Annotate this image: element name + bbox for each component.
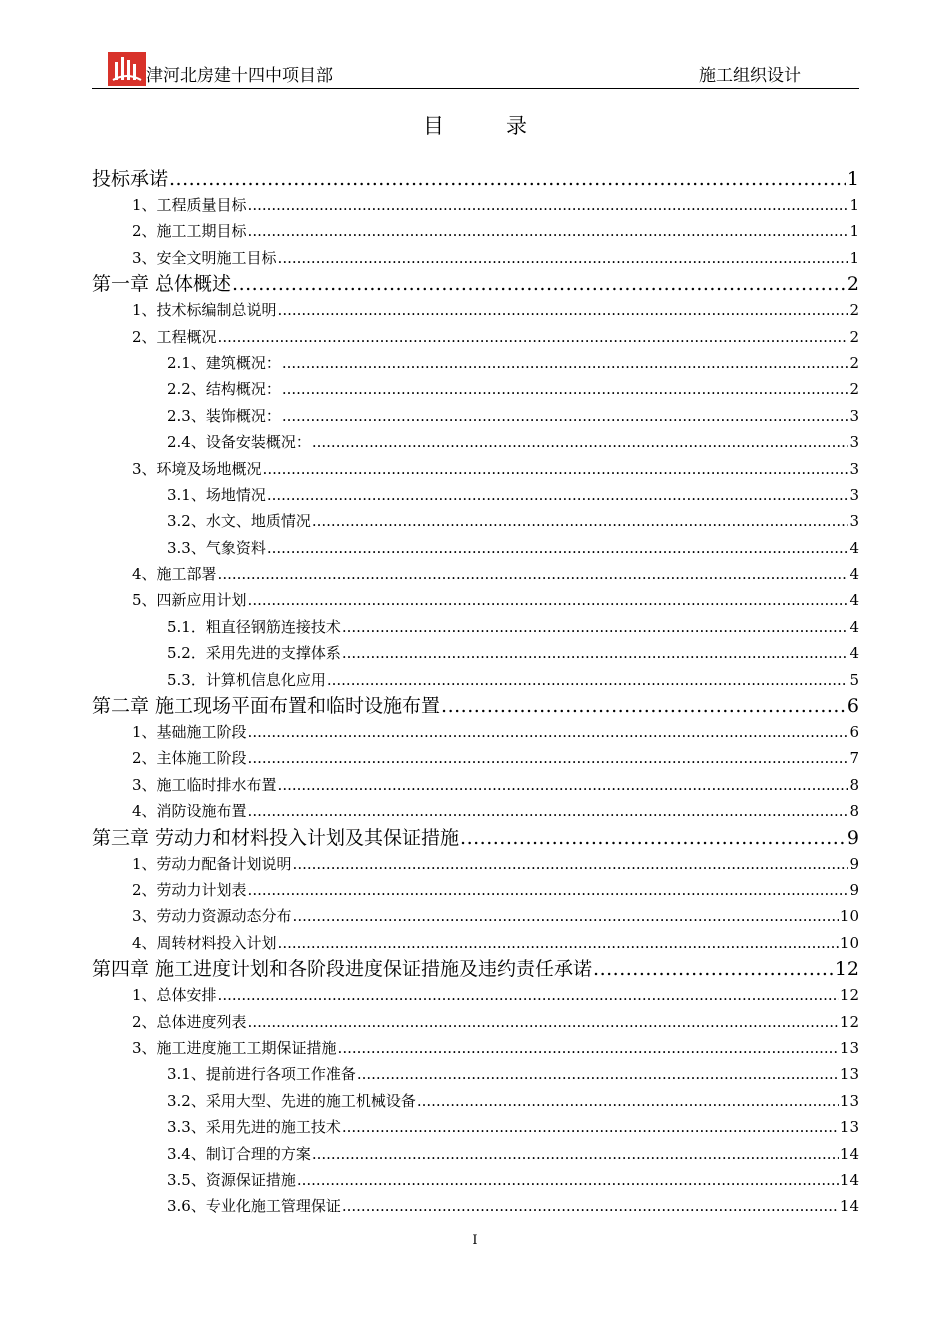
toc-section-entry[interactable] xyxy=(92,798,859,824)
toc-entry-label: 2、总体进度列表 xyxy=(132,1012,247,1031)
toc-entry-page-number: 4 xyxy=(849,617,859,636)
toc-chapter-entry[interactable] xyxy=(92,825,859,851)
toc-entry-page-number: 12 xyxy=(839,986,859,1005)
toc-subsection-entry[interactable] xyxy=(92,535,859,561)
toc-section-entry[interactable] xyxy=(92,324,859,350)
toc-entry-page-number: 10 xyxy=(839,907,859,926)
toc-subsection-entry[interactable] xyxy=(92,1167,859,1193)
toc-section-entry[interactable] xyxy=(92,456,859,482)
toc-entry-label: 5.3．计算机信息化应用 xyxy=(167,670,326,689)
toc-entry-page-number: 10 xyxy=(839,933,859,952)
toc-entry-label: 3.4、制订合理的方案 xyxy=(167,1144,311,1163)
toc-entry-page-number: 4 xyxy=(849,565,859,584)
toc-entry-page-number: 2 xyxy=(849,380,859,399)
toc-entry-label: 4、消防设施布置 xyxy=(132,802,247,821)
toc-subsection-entry[interactable] xyxy=(92,1114,859,1140)
toc-dot-leader xyxy=(267,482,849,508)
toc-entry-label: 3.1、场地情况 xyxy=(167,485,266,504)
toc-dot-leader xyxy=(297,1167,839,1193)
toc-subsection-entry[interactable] xyxy=(92,429,859,455)
toc-dot-leader xyxy=(342,1114,839,1140)
toc-entry-page-number: 7 xyxy=(849,749,859,768)
toc-entry-page-number: 3 xyxy=(849,406,859,425)
toc-entry-label: 3.6、专业化施工管理保证 xyxy=(167,1197,341,1216)
toc-section-entry[interactable] xyxy=(92,719,859,745)
toc-section-entry[interactable] xyxy=(92,297,859,323)
page-number: I xyxy=(472,1233,478,1248)
toc-dot-leader xyxy=(169,166,846,192)
toc-entry-label: 1、劳动力配备计划说明 xyxy=(132,854,292,873)
toc-entry-label: 3.5、资源保证措施 xyxy=(167,1170,296,1189)
toc-dot-leader xyxy=(342,1193,839,1219)
page-header xyxy=(92,50,859,90)
toc-entry-label: 1、总体安排 xyxy=(132,986,217,1005)
toc-entry-page-number: 13 xyxy=(839,1065,859,1084)
toc-dot-leader xyxy=(282,403,849,429)
toc-entry-label: 4、周转材料投入计划 xyxy=(132,933,277,952)
toc-entry-page-number: 14 xyxy=(839,1170,859,1189)
toc-dot-leader xyxy=(338,1035,839,1061)
toc-section-entry[interactable] xyxy=(92,218,859,244)
toc-dot-leader xyxy=(248,798,849,824)
toc-subsection-entry[interactable] xyxy=(92,482,859,508)
toc-entry-label: 2.3、装饰概况： xyxy=(167,406,281,425)
toc-entry-page-number: 6 xyxy=(849,723,859,742)
header-document-type: 施工组织设计 xyxy=(699,66,801,86)
toc-entry-label: 2、劳动力计划表 xyxy=(132,880,247,899)
toc-title: 目录 xyxy=(423,114,589,138)
toc-section-entry[interactable] xyxy=(92,587,859,613)
toc-entry-label: 3、安全文明施工目标 xyxy=(132,248,277,267)
toc-entry-page-number: 2 xyxy=(849,301,859,320)
toc-entry-page-number: 3 xyxy=(849,512,859,531)
toc-entry-page-number: 2 xyxy=(846,273,859,296)
toc-subsection-entry[interactable] xyxy=(92,1061,859,1087)
toc-section-entry[interactable] xyxy=(92,903,859,929)
toc-dot-leader xyxy=(248,587,849,613)
toc-entry-page-number: 4 xyxy=(849,538,859,557)
toc-entry-label: 3.3、采用先进的施工技术 xyxy=(167,1118,341,1137)
toc-entry-page-number: 9 xyxy=(849,854,859,873)
toc-dot-leader xyxy=(593,956,834,982)
toc-section-entry[interactable] xyxy=(92,772,859,798)
toc-entry-page-number: 13 xyxy=(839,1038,859,1057)
toc-subsection-entry[interactable] xyxy=(92,614,859,640)
toc-chapter-entry[interactable] xyxy=(92,693,859,719)
toc-dot-leader xyxy=(441,693,846,719)
toc-dot-leader xyxy=(248,719,849,745)
toc-entry-label: 第一章 总体概述 xyxy=(92,273,232,296)
toc-entry-page-number: 1 xyxy=(849,222,859,241)
toc-subsection-entry[interactable] xyxy=(92,1088,859,1114)
toc-dot-leader xyxy=(278,930,839,956)
toc-dot-leader xyxy=(278,772,849,798)
toc-entry-label: 第四章 施工进度计划和各阶段进度保证措施及违约责任承诺 xyxy=(92,958,593,981)
toc-dot-leader xyxy=(282,350,849,376)
toc-entry-page-number: 2 xyxy=(849,327,859,346)
toc-dot-leader xyxy=(312,1141,839,1167)
toc-entry-page-number: 12 xyxy=(834,958,859,981)
toc-dot-leader xyxy=(263,456,849,482)
toc-dot-leader xyxy=(342,640,849,666)
toc-entry-label: 2.1、建筑概况： xyxy=(167,353,281,372)
toc-entry-label: 第二章 施工现场平面布置和临时设施布置 xyxy=(92,695,441,718)
toc-dot-leader xyxy=(312,508,849,534)
toc-subsection-entry[interactable] xyxy=(92,1193,859,1219)
toc-dot-leader xyxy=(312,429,849,455)
toc-dot-leader xyxy=(293,851,849,877)
toc-entry-label: 5.1．粗直径钢筋连接技术 xyxy=(167,617,341,636)
toc-entry-label: 3、施工临时排水布置 xyxy=(132,775,277,794)
toc-subsection-entry[interactable] xyxy=(92,1141,859,1167)
toc-dot-leader xyxy=(293,903,839,929)
toc-entry-page-number: 13 xyxy=(839,1091,859,1110)
toc-dot-leader xyxy=(342,614,849,640)
toc-dot-leader xyxy=(232,271,846,297)
toc-entry-page-number: 4 xyxy=(849,644,859,663)
toc-dot-leader xyxy=(218,982,839,1008)
company-logo-icon xyxy=(108,52,146,86)
toc-entry-label: 3、环境及场地概况 xyxy=(132,459,262,478)
toc-subsection-entry[interactable] xyxy=(92,640,859,666)
toc-section-entry[interactable] xyxy=(92,561,859,587)
toc-entry-page-number: 3 xyxy=(849,459,859,478)
toc-subsection-entry[interactable] xyxy=(92,508,859,534)
toc-section-entry[interactable] xyxy=(92,930,859,956)
toc-section-entry[interactable] xyxy=(92,192,859,218)
toc-entry-page-number: 9 xyxy=(846,826,859,849)
toc-entry-label: 5、四新应用计划 xyxy=(132,591,247,610)
toc-entry-page-number: 5 xyxy=(849,670,859,689)
toc-entry-label: 1、基础施工阶段 xyxy=(132,723,247,742)
toc-entry-label: 2、工程概况 xyxy=(132,327,217,346)
toc-entry-page-number: 1 xyxy=(849,196,859,214)
toc-entry-label: 2、主体施工阶段 xyxy=(132,749,247,768)
toc-section-entry[interactable] xyxy=(92,1009,859,1035)
toc-entry-page-number: 2 xyxy=(849,353,859,372)
toc-entry-page-number: 8 xyxy=(849,802,859,821)
toc-subsection-entry[interactable] xyxy=(92,667,859,693)
toc-section-entry[interactable] xyxy=(92,745,859,771)
toc-entry-label: 3.3、气象资料 xyxy=(167,538,266,557)
toc-dot-leader xyxy=(357,1061,839,1087)
toc-entry-label: 1、技术标编制总说明 xyxy=(132,301,277,320)
toc-dot-leader xyxy=(248,1009,839,1035)
toc-subsection-entry[interactable] xyxy=(92,350,859,376)
toc-entry-page-number: 4 xyxy=(849,591,859,610)
toc-dot-leader xyxy=(327,667,849,693)
toc-entry-page-number: 6 xyxy=(846,695,859,718)
toc-entry-label: 3、施工进度施工工期保证措施 xyxy=(132,1038,337,1057)
toc-entry-label: 3、劳动力资源动态分布 xyxy=(132,907,292,926)
toc-entry-label: 2、施工工期目标 xyxy=(132,222,247,241)
toc-entry-page-number: 12 xyxy=(839,1012,859,1031)
toc-chapter-entry[interactable] xyxy=(92,271,859,297)
toc-dot-leader xyxy=(267,535,849,561)
header-project-name: 津河北房建十四中项目部 xyxy=(146,66,333,86)
toc-dot-leader xyxy=(248,192,849,218)
toc-entry-label: 第三章 劳动力和材料投入计划及其保证措施 xyxy=(92,826,460,849)
toc-dot-leader xyxy=(248,218,849,244)
toc-entry-page-number: 13 xyxy=(839,1118,859,1137)
toc-entry-page-number: 1 xyxy=(846,168,859,190)
toc-dot-leader xyxy=(248,745,849,771)
toc-dot-leader xyxy=(218,324,849,350)
toc-dot-leader xyxy=(282,376,849,402)
table-of-contents xyxy=(92,166,859,1220)
toc-section-entry[interactable] xyxy=(92,877,859,903)
toc-entry-page-number: 3 xyxy=(849,433,859,452)
toc-entry-label: 2.2、结构概况： xyxy=(167,380,281,399)
toc-entry-label: 4、施工部署 xyxy=(132,565,217,584)
toc-section-entry[interactable] xyxy=(92,982,859,1008)
toc-entry-label: 3.2、水文、地质情况 xyxy=(167,512,311,531)
toc-entry-label: 3.2、采用大型、先进的施工机械设备 xyxy=(167,1091,416,1110)
toc-entry-page-number: 1 xyxy=(849,248,859,267)
toc-subsection-entry[interactable] xyxy=(92,403,859,429)
toc-section-entry[interactable] xyxy=(92,245,859,271)
toc-dot-leader xyxy=(278,245,849,271)
header-divider xyxy=(92,88,859,89)
toc-dot-leader xyxy=(248,877,849,903)
toc-entry-page-number: 8 xyxy=(849,775,859,794)
toc-entry-label: 3.1、提前进行各项工作准备 xyxy=(167,1065,356,1084)
toc-entry-page-number: 14 xyxy=(839,1197,859,1216)
toc-entry-label: 1、工程质量目标 xyxy=(132,196,247,214)
toc-chapter-entry[interactable] xyxy=(92,166,859,192)
toc-subsection-entry[interactable] xyxy=(92,376,859,402)
toc-chapter-entry[interactable] xyxy=(92,956,859,982)
toc-entry-label: 2.4、设备安装概况： xyxy=(167,433,311,452)
toc-section-entry[interactable] xyxy=(92,851,859,877)
toc-entry-label: 5.2．采用先进的支撑体系 xyxy=(167,644,341,663)
toc-entry-page-number: 14 xyxy=(839,1144,859,1163)
toc-dot-leader xyxy=(417,1088,839,1114)
toc-entry-page-number: 3 xyxy=(849,485,859,504)
toc-entry-label: 投标承诺 xyxy=(92,168,169,190)
toc-dot-leader xyxy=(218,561,849,587)
toc-dot-leader xyxy=(278,297,849,323)
toc-section-entry[interactable] xyxy=(92,1035,859,1061)
toc-entry-page-number: 9 xyxy=(849,880,859,899)
toc-dot-leader xyxy=(460,825,846,851)
